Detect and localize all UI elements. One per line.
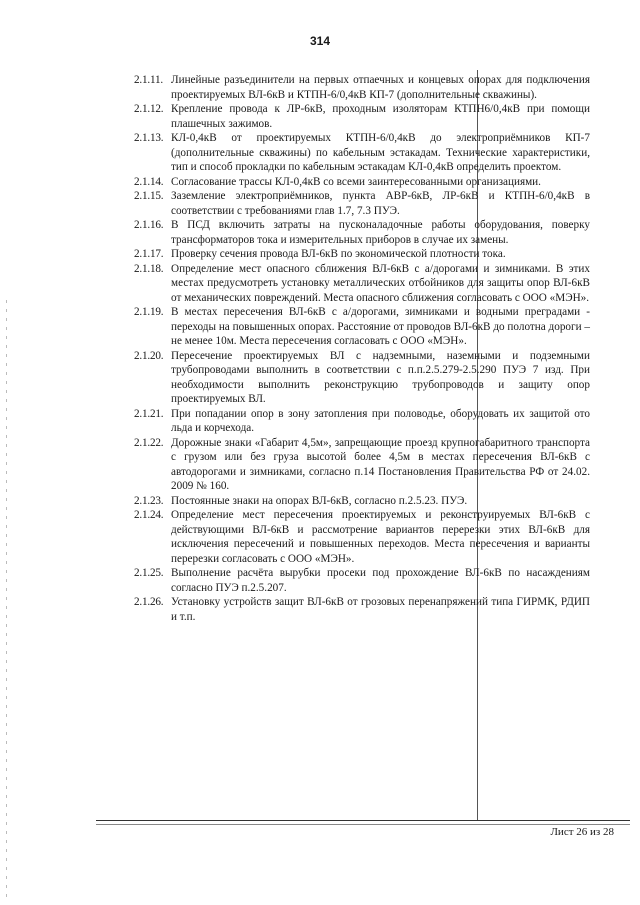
item-text: В ПСД включить затраты на пусконаладочные работы оборудования, поверку трансформаторов тока и измерительных приборов в случае их замены. <box>171 219 590 246</box>
list-item <box>134 247 590 262</box>
item-text: Крепление провода к ЛР-6кВ, проходным изоляторам КТПН6/0,4кВ при помощи плашечных зажимов. <box>171 103 590 130</box>
item-number: 2.1.16. <box>134 219 164 231</box>
page-number: 314 <box>309 34 331 48</box>
item-text: Пересечение проектируемых ВЛ с надземными, наземными и подземными трубопроводами выполнить в соответствии с п.п.2.5.279-2.5.290 ПУЭ 7 изд. При необходимости выполнить реконструкцию трубопроводов и защиту опор проектируемых ВЛ. <box>171 349 590 405</box>
list-item <box>134 218 590 247</box>
list-item <box>134 189 590 218</box>
list-item <box>134 73 590 102</box>
item-number: 2.1.20. <box>134 349 164 362</box>
item-text: Согласование трассы КЛ-0,4кВ со всеми заинтересованными организациями. <box>171 175 541 188</box>
item-text: КЛ-0,4кВ от проектируемых КТПН-6/0,4кВ до электроприёмников КП-7 (дополнительные скважины) по кабельным эстакадам. Технические характеристики, тип и способ прокладки по кабельным эстакадам КЛ-0,4кВ определить проектом. <box>171 132 590 173</box>
list-item <box>134 349 590 407</box>
item-number: 2.1.12. <box>134 103 164 115</box>
item-number: 2.1.11. <box>134 74 163 86</box>
list-item <box>134 262 590 306</box>
sheet-counter: Лист 26 из 28 <box>550 826 614 838</box>
item-text: Определение мест пересечения проектируемых и реконструируемых ВЛ-6кВ с действующими ВЛ-6кВ и рассмотрение вариантов перерезки этих ВЛ-6кВ для исключения пересечений и повышенных переходов. Места пересечения и варианты перерезки согласовать с ООО «МЭН». <box>171 509 590 565</box>
list-item <box>134 494 590 509</box>
list-item <box>134 508 590 566</box>
item-text: Установку устройств защит ВЛ-6кВ от грозовых перенапряжений типа ГИРМК, РДИП и т.п. <box>171 596 590 623</box>
item-text: Определение мест опасного сближения ВЛ-6кВ с а/дорогами и зимниками. В этих местах предусмотреть установку металлических отбойников для защиты опор ВЛ-6кВ от механических повреждений. Места опасного сближения согласовать с ООО «МЭН». <box>171 262 590 304</box>
list-item <box>134 305 590 349</box>
item-text: Линейные разъединители на первых отпаечных и концевых опорах для подключения проектируемых ВЛ-6кВ и КТПН-6/0,4кВ КП-7 (дополнительные скважины). <box>171 74 590 101</box>
item-number: 2.1.23. <box>134 494 164 507</box>
list-item <box>134 102 590 131</box>
item-text: Выполнение расчёта вырубки просеки под прохождение ВЛ-6кВ по насаждениям согласно ПУЭ п.2.5.207. <box>171 567 590 594</box>
list-item <box>134 436 590 494</box>
scan-edge <box>6 300 7 900</box>
item-text: Заземление электроприёмников, пункта АВР-6кВ, ЛР-6кВ и КТПН-6/0,4кВ в соответствии с требованиями глав 1.7, 7.3 ПУЭ. <box>171 190 590 217</box>
footer-rule <box>96 820 630 821</box>
footer-rule-secondary <box>96 824 630 825</box>
list-item <box>134 407 590 436</box>
item-number: 2.1.14. <box>134 175 164 188</box>
item-number: 2.1.15. <box>134 190 164 202</box>
item-number: 2.1.19. <box>134 306 164 318</box>
item-number: 2.1.22. <box>134 436 164 449</box>
list-item <box>134 175 590 190</box>
item-number: 2.1.25. <box>134 567 164 579</box>
item-number: 2.1.18. <box>134 262 164 275</box>
item-text: Проверку сечения провода ВЛ-6кВ по экономической плотности тока. <box>171 248 506 260</box>
item-number: 2.1.26. <box>134 596 164 608</box>
item-number: 2.1.21. <box>134 407 164 420</box>
item-number: 2.1.17. <box>134 248 164 260</box>
item-number: 2.1.13. <box>134 132 164 144</box>
list-item <box>134 566 590 595</box>
item-text: Дорожные знаки «Габарит 4,5м», запрещающие проезд крупногабаритного транспорта с грузом или без груза высотой более 4,5м в местах пересечения ВЛ-6кВ с автодорогами и зимниками, согласно п.14 Постановления Правительства РФ от 24.02. 2009 № 160. <box>171 436 590 492</box>
requirements-list <box>134 73 590 624</box>
item-text: Постоянные знаки на опорах ВЛ-6кВ, согласно п.2.5.23. ПУЭ. <box>171 494 468 507</box>
list-item <box>134 131 590 175</box>
list-item <box>134 595 590 624</box>
item-text: В местах пересечения ВЛ-6кВ с а/дорогами, зимниками и водными преградами - переходы на повышенных опорах. Расстояние от проводов ВЛ-6кВ до полотна дороги – не менее 10м. Места пересечения согласовать с ООО «МЭН». <box>171 306 590 347</box>
item-text: При попадании опор в зону затопления при половодье, оборудовать их защитой ото льда и корчехода. <box>171 407 590 434</box>
item-number: 2.1.24. <box>134 509 164 521</box>
